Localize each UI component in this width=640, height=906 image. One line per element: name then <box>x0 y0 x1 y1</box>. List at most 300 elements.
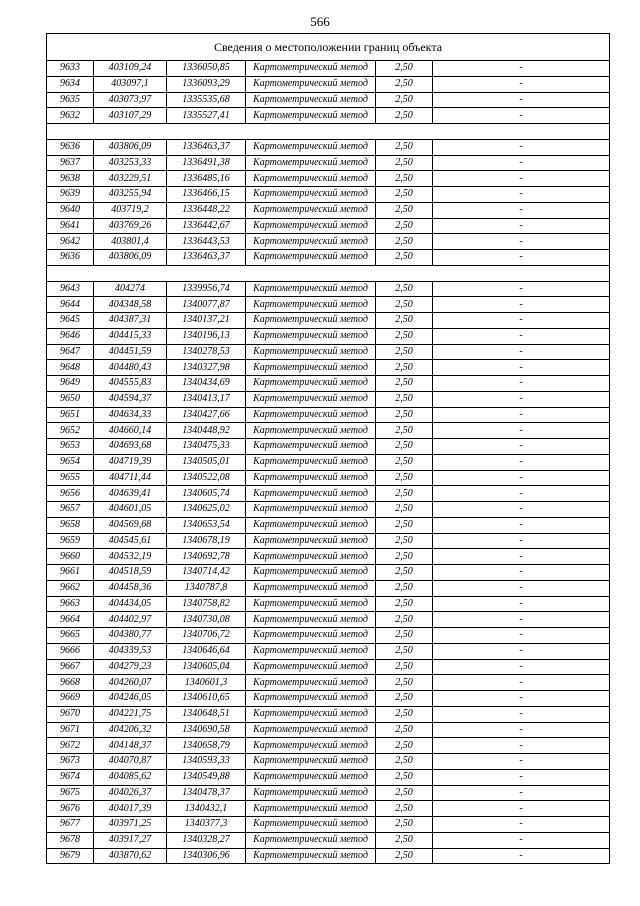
description-cell: - <box>433 596 610 612</box>
description-cell: - <box>433 486 610 502</box>
point-number-cell: 9648 <box>47 360 94 376</box>
table-row <box>47 376 610 392</box>
x-coordinate-cell: 403806,09 <box>94 250 167 266</box>
description-cell: - <box>433 580 610 596</box>
description-cell: - <box>433 360 610 376</box>
point-number-cell: 9671 <box>47 722 94 738</box>
description-cell: - <box>433 832 610 848</box>
description-cell: - <box>433 250 610 266</box>
description-cell: - <box>433 439 610 455</box>
x-coordinate-cell: 404221,75 <box>94 706 167 722</box>
x-coordinate-cell: 403917,27 <box>94 832 167 848</box>
method-cell: Картометрический метод <box>246 391 376 407</box>
y-coordinate-cell: 1340605,74 <box>167 486 246 502</box>
x-coordinate-cell: 404451,59 <box>94 344 167 360</box>
description-cell: - <box>433 108 610 124</box>
x-coordinate-cell: 403806,09 <box>94 139 167 155</box>
point-number-cell: 9638 <box>47 171 94 187</box>
table-row <box>47 754 610 770</box>
accuracy-cell: 2,50 <box>376 281 433 297</box>
table-row <box>47 801 610 817</box>
x-coordinate-cell: 404260,07 <box>94 675 167 691</box>
method-cell: Картометрический метод <box>246 596 376 612</box>
accuracy-cell: 2,50 <box>376 533 433 549</box>
accuracy-cell: 2,50 <box>376 187 433 203</box>
point-number-cell: 9659 <box>47 533 94 549</box>
y-coordinate-cell: 1336443,53 <box>167 234 246 250</box>
table-row <box>47 281 610 297</box>
accuracy-cell: 2,50 <box>376 313 433 329</box>
table-row <box>47 643 610 659</box>
accuracy-cell: 2,50 <box>376 580 433 596</box>
table-row <box>47 297 610 313</box>
y-coordinate-cell: 1340327,98 <box>167 360 246 376</box>
description-cell: - <box>433 281 610 297</box>
y-coordinate-cell: 1340593,33 <box>167 754 246 770</box>
y-coordinate-cell: 1336485,16 <box>167 171 246 187</box>
point-number-cell: 9647 <box>47 344 94 360</box>
table-row <box>47 391 610 407</box>
description-cell: - <box>433 754 610 770</box>
method-cell: Картометрический метод <box>246 706 376 722</box>
table-row <box>47 202 610 218</box>
y-coordinate-cell: 1340137,21 <box>167 313 246 329</box>
accuracy-cell: 2,50 <box>376 785 433 801</box>
point-number-cell: 9652 <box>47 423 94 439</box>
y-coordinate-cell: 1340730,08 <box>167 612 246 628</box>
point-number-cell: 9656 <box>47 486 94 502</box>
accuracy-cell: 2,50 <box>376 92 433 108</box>
section-separator-row <box>47 265 610 281</box>
table-row <box>47 565 610 581</box>
table-row <box>47 691 610 707</box>
point-number-cell: 9653 <box>47 439 94 455</box>
y-coordinate-cell: 1340434,69 <box>167 376 246 392</box>
method-cell: Картометрический метод <box>246 738 376 754</box>
description-cell: - <box>433 344 610 360</box>
accuracy-cell: 2,50 <box>376 706 433 722</box>
method-cell: Картометрический метод <box>246 675 376 691</box>
table-row <box>47 580 610 596</box>
description-cell: - <box>433 628 610 644</box>
table-title-row <box>47 34 610 61</box>
method-cell: Картометрический метод <box>246 202 376 218</box>
y-coordinate-cell: 1339956,74 <box>167 281 246 297</box>
accuracy-cell: 2,50 <box>376 565 433 581</box>
method-cell: Картометрический метод <box>246 832 376 848</box>
method-cell: Картометрический метод <box>246 250 376 266</box>
description-cell: - <box>433 470 610 486</box>
accuracy-cell: 2,50 <box>376 407 433 423</box>
section-separator-row <box>47 124 610 140</box>
accuracy-cell: 2,50 <box>376 659 433 675</box>
method-cell: Картометрический метод <box>246 565 376 581</box>
method-cell: Картометрический метод <box>246 171 376 187</box>
y-coordinate-cell: 1340601,3 <box>167 675 246 691</box>
table-row <box>47 470 610 486</box>
point-number-cell: 9634 <box>47 76 94 92</box>
point-number-cell: 9669 <box>47 691 94 707</box>
description-cell: - <box>433 659 610 675</box>
table-row <box>47 785 610 801</box>
description-cell: - <box>433 785 610 801</box>
y-coordinate-cell: 1336463,37 <box>167 250 246 266</box>
table-title: Сведения о местоположении границ объекта <box>47 34 610 61</box>
accuracy-cell: 2,50 <box>376 769 433 785</box>
point-number-cell: 9657 <box>47 502 94 518</box>
table-row <box>47 502 610 518</box>
table-row <box>47 92 610 108</box>
x-coordinate-cell: 404545,61 <box>94 533 167 549</box>
method-cell: Картометрический метод <box>246 155 376 171</box>
accuracy-cell: 2,50 <box>376 628 433 644</box>
table-row <box>47 407 610 423</box>
table-row <box>47 659 610 675</box>
x-coordinate-cell: 403109,24 <box>94 61 167 77</box>
point-number-cell: 9664 <box>47 612 94 628</box>
x-coordinate-cell: 403107,29 <box>94 108 167 124</box>
x-coordinate-cell: 404711,44 <box>94 470 167 486</box>
x-coordinate-cell: 404246,05 <box>94 691 167 707</box>
table-row <box>47 234 610 250</box>
description-cell: - <box>433 675 610 691</box>
accuracy-cell: 2,50 <box>376 360 433 376</box>
method-cell: Картометрический метод <box>246 580 376 596</box>
method-cell: Картометрический метод <box>246 423 376 439</box>
method-cell: Картометрический метод <box>246 691 376 707</box>
description-cell: - <box>433 706 610 722</box>
x-coordinate-cell: 404339,53 <box>94 643 167 659</box>
description-cell: - <box>433 139 610 155</box>
y-coordinate-cell: 1340448,92 <box>167 423 246 439</box>
table-row <box>47 328 610 344</box>
accuracy-cell: 2,50 <box>376 832 433 848</box>
accuracy-cell: 2,50 <box>376 691 433 707</box>
description-cell: - <box>433 722 610 738</box>
description-cell: - <box>433 691 610 707</box>
y-coordinate-cell: 1340377,3 <box>167 817 246 833</box>
y-coordinate-cell: 1336491,38 <box>167 155 246 171</box>
method-cell: Картометрический метод <box>246 92 376 108</box>
point-number-cell: 9660 <box>47 549 94 565</box>
accuracy-cell: 2,50 <box>376 139 433 155</box>
point-number-cell: 9636 <box>47 250 94 266</box>
accuracy-cell: 2,50 <box>376 155 433 171</box>
accuracy-cell: 2,50 <box>376 817 433 833</box>
x-coordinate-cell: 404415,33 <box>94 328 167 344</box>
table-row <box>47 817 610 833</box>
y-coordinate-cell: 1340787,8 <box>167 580 246 596</box>
description-cell: - <box>433 171 610 187</box>
method-cell: Картометрический метод <box>246 848 376 864</box>
y-coordinate-cell: 1336466,15 <box>167 187 246 203</box>
table-row <box>47 61 610 77</box>
point-number-cell: 9651 <box>47 407 94 423</box>
accuracy-cell: 2,50 <box>376 76 433 92</box>
method-cell: Картометрический метод <box>246 470 376 486</box>
y-coordinate-cell: 1340432,1 <box>167 801 246 817</box>
x-coordinate-cell: 404434,05 <box>94 596 167 612</box>
x-coordinate-cell: 404660,14 <box>94 423 167 439</box>
accuracy-cell: 2,50 <box>376 801 433 817</box>
point-number-cell: 9662 <box>47 580 94 596</box>
point-number-cell: 9661 <box>47 565 94 581</box>
method-cell: Картометрический метод <box>246 801 376 817</box>
point-number-cell: 9636 <box>47 139 94 155</box>
accuracy-cell: 2,50 <box>376 108 433 124</box>
accuracy-cell: 2,50 <box>376 171 433 187</box>
x-coordinate-cell: 404518,59 <box>94 565 167 581</box>
description-cell: - <box>433 612 610 628</box>
x-coordinate-cell: 404639,41 <box>94 486 167 502</box>
y-coordinate-cell: 1336050,85 <box>167 61 246 77</box>
method-cell: Картометрический метод <box>246 360 376 376</box>
x-coordinate-cell: 404274 <box>94 281 167 297</box>
point-number-cell: 9643 <box>47 281 94 297</box>
y-coordinate-cell: 1340658,79 <box>167 738 246 754</box>
accuracy-cell: 2,50 <box>376 234 433 250</box>
description-cell: - <box>433 297 610 313</box>
table-row <box>47 454 610 470</box>
description-cell: - <box>433 549 610 565</box>
point-number-cell: 9635 <box>47 92 94 108</box>
x-coordinate-cell: 403870,62 <box>94 848 167 864</box>
method-cell: Картометрический метод <box>246 139 376 155</box>
accuracy-cell: 2,50 <box>376 218 433 234</box>
method-cell: Картометрический метод <box>246 549 376 565</box>
y-coordinate-cell: 1335535,68 <box>167 92 246 108</box>
point-number-cell: 9674 <box>47 769 94 785</box>
accuracy-cell: 2,50 <box>376 549 433 565</box>
point-number-cell: 9650 <box>47 391 94 407</box>
method-cell: Картометрический метод <box>246 502 376 518</box>
description-cell: - <box>433 817 610 833</box>
table-row <box>47 486 610 502</box>
method-cell: Картометрический метод <box>246 76 376 92</box>
x-coordinate-cell: 403719,2 <box>94 202 167 218</box>
description-cell: - <box>433 202 610 218</box>
point-number-cell: 9666 <box>47 643 94 659</box>
point-number-cell: 9633 <box>47 61 94 77</box>
description-cell: - <box>433 76 610 92</box>
accuracy-cell: 2,50 <box>376 486 433 502</box>
table-row <box>47 722 610 738</box>
method-cell: Картометрический метод <box>246 754 376 770</box>
description-cell: - <box>433 218 610 234</box>
table-row <box>47 832 610 848</box>
x-coordinate-cell: 404070,87 <box>94 754 167 770</box>
point-number-cell: 9679 <box>47 848 94 864</box>
table-row <box>47 155 610 171</box>
accuracy-cell: 2,50 <box>376 596 433 612</box>
description-cell: - <box>433 738 610 754</box>
y-coordinate-cell: 1340549,88 <box>167 769 246 785</box>
point-number-cell: 9672 <box>47 738 94 754</box>
description-cell: - <box>433 801 610 817</box>
method-cell: Картометрический метод <box>246 769 376 785</box>
description-cell: - <box>433 454 610 470</box>
point-number-cell: 9658 <box>47 517 94 533</box>
accuracy-cell: 2,50 <box>376 328 433 344</box>
description-cell: - <box>433 313 610 329</box>
point-number-cell: 9641 <box>47 218 94 234</box>
table-row <box>47 250 610 266</box>
point-number-cell: 9655 <box>47 470 94 486</box>
x-coordinate-cell: 404693,68 <box>94 439 167 455</box>
x-coordinate-cell: 404458,36 <box>94 580 167 596</box>
x-coordinate-cell: 403769,26 <box>94 218 167 234</box>
method-cell: Картометрический метод <box>246 187 376 203</box>
point-number-cell: 9654 <box>47 454 94 470</box>
point-number-cell: 9632 <box>47 108 94 124</box>
description-cell: - <box>433 517 610 533</box>
point-number-cell: 9673 <box>47 754 94 770</box>
y-coordinate-cell: 1340505,01 <box>167 454 246 470</box>
description-cell: - <box>433 376 610 392</box>
table-row <box>47 360 610 376</box>
x-coordinate-cell: 404594,37 <box>94 391 167 407</box>
y-coordinate-cell: 1340610,65 <box>167 691 246 707</box>
x-coordinate-cell: 404555,83 <box>94 376 167 392</box>
x-coordinate-cell: 403097,1 <box>94 76 167 92</box>
y-coordinate-cell: 1340427,66 <box>167 407 246 423</box>
point-number-cell: 9667 <box>47 659 94 675</box>
method-cell: Картометрический метод <box>246 218 376 234</box>
method-cell: Картометрический метод <box>246 297 376 313</box>
point-number-cell: 9645 <box>47 313 94 329</box>
x-coordinate-cell: 404085,62 <box>94 769 167 785</box>
table-row <box>47 439 610 455</box>
method-cell: Картометрический метод <box>246 344 376 360</box>
accuracy-cell: 2,50 <box>376 612 433 628</box>
point-number-cell: 9639 <box>47 187 94 203</box>
table-row <box>47 344 610 360</box>
y-coordinate-cell: 1340714,42 <box>167 565 246 581</box>
x-coordinate-cell: 403073,97 <box>94 92 167 108</box>
method-cell: Картометрический метод <box>246 281 376 297</box>
accuracy-cell: 2,50 <box>376 61 433 77</box>
x-coordinate-cell: 404634,33 <box>94 407 167 423</box>
accuracy-cell: 2,50 <box>376 643 433 659</box>
accuracy-cell: 2,50 <box>376 848 433 864</box>
method-cell: Картометрический метод <box>246 486 376 502</box>
y-coordinate-cell: 1336442,67 <box>167 218 246 234</box>
y-coordinate-cell: 1340605,04 <box>167 659 246 675</box>
separator-cell <box>47 265 610 281</box>
table-row <box>47 848 610 864</box>
method-cell: Картометрический метод <box>246 439 376 455</box>
y-coordinate-cell: 1340475,33 <box>167 439 246 455</box>
point-number-cell: 9646 <box>47 328 94 344</box>
y-coordinate-cell: 1340653,54 <box>167 517 246 533</box>
table-row <box>47 108 610 124</box>
table-row <box>47 706 610 722</box>
point-number-cell: 9677 <box>47 817 94 833</box>
y-coordinate-cell: 1340692,78 <box>167 549 246 565</box>
method-cell: Картометрический метод <box>246 313 376 329</box>
accuracy-cell: 2,50 <box>376 722 433 738</box>
y-coordinate-cell: 1340678,19 <box>167 533 246 549</box>
table-row <box>47 738 610 754</box>
description-cell: - <box>433 61 610 77</box>
description-cell: - <box>433 769 610 785</box>
x-coordinate-cell: 404719,39 <box>94 454 167 470</box>
description-cell: - <box>433 187 610 203</box>
description-cell: - <box>433 328 610 344</box>
table-row <box>47 549 610 565</box>
method-cell: Картометрический метод <box>246 643 376 659</box>
accuracy-cell: 2,50 <box>376 738 433 754</box>
x-coordinate-cell: 404480,43 <box>94 360 167 376</box>
accuracy-cell: 2,50 <box>376 391 433 407</box>
table-row <box>47 612 610 628</box>
accuracy-cell: 2,50 <box>376 423 433 439</box>
method-cell: Картометрический метод <box>246 61 376 77</box>
accuracy-cell: 2,50 <box>376 344 433 360</box>
table-row <box>47 218 610 234</box>
description-cell: - <box>433 565 610 581</box>
y-coordinate-cell: 1340278,53 <box>167 344 246 360</box>
y-coordinate-cell: 1340758,82 <box>167 596 246 612</box>
y-coordinate-cell: 1340077,87 <box>167 297 246 313</box>
table-row <box>47 596 610 612</box>
y-coordinate-cell: 1340306,96 <box>167 848 246 864</box>
accuracy-cell: 2,50 <box>376 202 433 218</box>
accuracy-cell: 2,50 <box>376 517 433 533</box>
point-number-cell: 9670 <box>47 706 94 722</box>
method-cell: Картометрический метод <box>246 376 376 392</box>
y-coordinate-cell: 1336093,29 <box>167 76 246 92</box>
point-number-cell: 9665 <box>47 628 94 644</box>
x-coordinate-cell: 404017,39 <box>94 801 167 817</box>
x-coordinate-cell: 404348,58 <box>94 297 167 313</box>
method-cell: Картометрический метод <box>246 533 376 549</box>
table-row <box>47 517 610 533</box>
table-row <box>47 313 610 329</box>
x-coordinate-cell: 404279,23 <box>94 659 167 675</box>
description-cell: - <box>433 155 610 171</box>
table-row <box>47 187 610 203</box>
accuracy-cell: 2,50 <box>376 470 433 486</box>
x-coordinate-cell: 404601,05 <box>94 502 167 518</box>
y-coordinate-cell: 1340478,37 <box>167 785 246 801</box>
y-coordinate-cell: 1336463,37 <box>167 139 246 155</box>
y-coordinate-cell: 1340706,72 <box>167 628 246 644</box>
table-row <box>47 139 610 155</box>
x-coordinate-cell: 404532,19 <box>94 549 167 565</box>
x-coordinate-cell: 403255,94 <box>94 187 167 203</box>
method-cell: Картометрический метод <box>246 628 376 644</box>
description-cell: - <box>433 92 610 108</box>
x-coordinate-cell: 404569,68 <box>94 517 167 533</box>
table-row <box>47 533 610 549</box>
method-cell: Картометрический метод <box>246 407 376 423</box>
x-coordinate-cell: 404026,37 <box>94 785 167 801</box>
description-cell: - <box>433 423 610 439</box>
y-coordinate-cell: 1340690,58 <box>167 722 246 738</box>
method-cell: Картометрический метод <box>246 722 376 738</box>
description-cell: - <box>433 407 610 423</box>
point-number-cell: 9675 <box>47 785 94 801</box>
method-cell: Картометрический метод <box>246 659 376 675</box>
method-cell: Картометрический метод <box>246 108 376 124</box>
y-coordinate-cell: 1340646,64 <box>167 643 246 659</box>
table-row <box>47 76 610 92</box>
accuracy-cell: 2,50 <box>376 439 433 455</box>
accuracy-cell: 2,50 <box>376 297 433 313</box>
point-number-cell: 9676 <box>47 801 94 817</box>
method-cell: Картометрический метод <box>246 817 376 833</box>
